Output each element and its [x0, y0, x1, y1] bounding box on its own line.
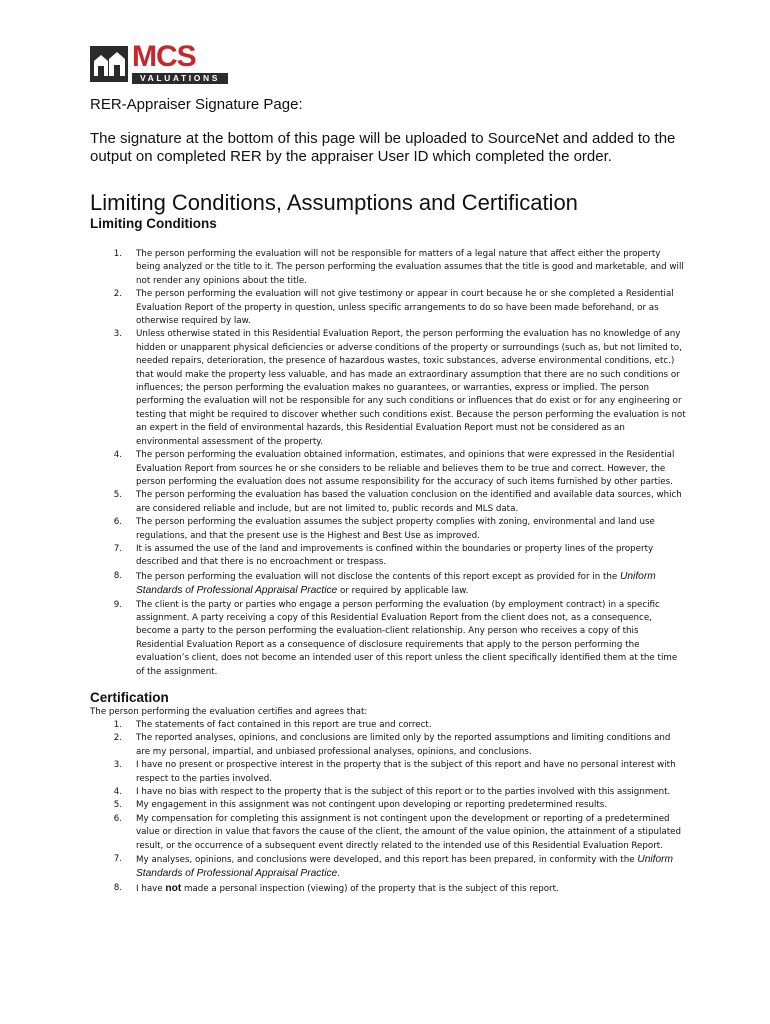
house-logo-icon [90, 46, 128, 82]
limiting-conditions-list [108, 248, 686, 679]
item-text: The person performing the evaluation will not disclose the contents of this report except as provided for in the [136, 571, 621, 582]
uspap-reference: Uniform Standards of Professional Appraisal Practice [136, 854, 674, 880]
item-number: 5. [113, 490, 122, 501]
item-number: 1. [113, 720, 122, 730]
item-text: The person performing the evaluation assumes the subject property complies with zoning, environmental and land use regulations, and that the present use is the Highest and Best Use as improved. [136, 517, 655, 541]
company-logo [90, 40, 230, 83]
logo-brand-text: MCS [132, 40, 196, 73]
certification-intro: The person performing the evaluation certifies and agrees that: [90, 707, 368, 717]
item-number: 5. [113, 800, 122, 811]
list-item [108, 799, 686, 812]
item-number: 7. [113, 543, 122, 554]
item-number: 3. [113, 329, 122, 340]
item-text: The person performing the evaluation will not give testimony or appear in court because he or she completed a Residential Evaluation Report of the property in question, unless specific arrangements to do so have been made beforehand, or as otherwise required by law. [136, 289, 674, 327]
item-text: The person performing the evaluation has based the valuation conclusion on the identified and available data sources, which are considered reliable and include, but are not limited to, public records and MLS data. [136, 490, 682, 514]
item-number: 6. [113, 517, 122, 528]
item-text: I have no present or prospective interest in the property that is the subject of this report and have no personal interest with respect to the parties involved. [136, 760, 676, 784]
page-title: Limiting Conditions, Assumptions and Certification [90, 190, 578, 215]
uspap-reference: Uniform Standards of Professional Appraisal Practice [136, 570, 656, 597]
list-item [108, 786, 686, 799]
item-number: 8. [113, 882, 122, 893]
item-text: It is assumed the use of the land and improvements is confined within the boundaries or property lines of the property described and that there is no encroachment or trespass. [136, 543, 654, 568]
list-item [108, 489, 686, 516]
limiting-conditions-heading: Limiting Conditions [90, 216, 217, 231]
certification-list [108, 719, 686, 896]
certification-heading: Certification [90, 690, 169, 705]
list-item [108, 813, 686, 853]
item-number: 3. [113, 760, 122, 771]
item-text-suffix: or required by applicable law. [337, 586, 469, 597]
list-item [108, 882, 686, 896]
intro-paragraph: The signature at the bottom of this page will be uploaded to SourceNet and added to the output on completed RER by the appraiser User ID which completed the order. [90, 130, 676, 165]
item-number: 6. [113, 813, 122, 824]
item-text: Unless otherwise stated in this Residential Evaluation Report, the person performing the evaluation has no knowledge of any hidden or unapparent physical deficiencies or adverse conditions of the property or surroundings (such as, but not limited to, needed repairs, deterioration, the presence of hazardous wastes, toxic substances, adverse environmental conditions, etc.) that would make the property less valuable, and has made an extraordinary assumption that there are no such conditions or influences; the person performing the evaluation makes no guarantees, or warranties, express or implied. The person performing the evaluation will not be responsible for any such conditions or influences that do exist or for any engineering or testing that might be required to discover whether such conditions exist. Because the person performing the evaluation is not an expert in the field of environmental hazards, this Residential Evaluation Report must not be considered as an environmental assessment of the property. [136, 329, 686, 447]
list-item [108, 732, 686, 759]
item-number: 4. [113, 787, 122, 798]
list-item [108, 759, 686, 786]
list-item [108, 543, 686, 570]
list-item [108, 570, 686, 599]
item-text: My analyses, opinions, and conclusions were developed, and this report has been prepared, in conformity with the [136, 855, 638, 866]
item-text: The reported analyses, opinions, and conclusions are limited only by the reported assumptions and limiting conditions and are my personal, impartial, and unbiased professional analyses, opinions, and conclusions. [136, 733, 671, 757]
signature-page-subheading: RER-Appraiser Signature Page: [90, 96, 303, 113]
emphasis-not: not [165, 882, 182, 894]
item-text: The statements of fact contained in this report are true and correct. [136, 720, 432, 730]
list-item [108, 449, 686, 489]
item-text: The person performing the evaluation obtained information, estimates, and opinions that were expressed in the Residential Evaluation Report from sources he or she considers to be reliable and believes them to be true and correct. However, the person performing the evaluation does not assume responsibility for the accuracy of such items furnished by other parties. [136, 450, 675, 487]
item-text: The client is the party or parties who engage a person performing the evaluation (by employment contract) in a specific assignment. A party receiving a copy of this Residential Evaluation Report from the client does not, as a consequence, become a party to the person performing the evaluation-client relationship. Any person who receives a copy of this Residential Evaluation Report as a consequence of disclosure requirements that apply to the person performing the evaluation’s client, does not become an intended user of this report unless the client specifically identified them at the time of the assignment. [136, 599, 678, 677]
list-item [108, 328, 686, 449]
item-number: 4. [113, 450, 122, 461]
item-text: I have no bias with respect to the property that is the subject of this report or to the parties involved with this assignment. [136, 787, 671, 798]
logo-tagline: VALUATIONS [132, 73, 228, 84]
item-number: 9. [113, 599, 122, 610]
item-number: 8. [113, 570, 122, 581]
list-item [108, 599, 686, 679]
item-number: 2. [113, 289, 122, 300]
list-item [108, 516, 686, 543]
item-number: 7. [113, 854, 122, 865]
list-item [108, 248, 686, 288]
item-text-suffix: made a personal inspection (viewing) of the property that is the subject of this report. [181, 883, 559, 894]
item-text-suffix: . [337, 869, 340, 880]
item-text: My engagement in this assignment was not contingent upon developing or reporting predetermined results. [136, 800, 608, 811]
item-text: I have [136, 883, 166, 894]
item-text: The person performing the evaluation will not be responsible for matters of a legal nature that affect either the property being analyzed or the title to it. The person performing the evaluation assumes that the title is good and marketable, and will not render any opinions about the title. [136, 249, 684, 286]
item-number: 1. [113, 249, 122, 259]
list-item [108, 719, 686, 732]
list-item [108, 288, 686, 328]
item-text: My compensation for completing this assignment is not contingent upon the development or reporting of a predetermined value or direction in value that favors the cause of the client, the amount of the value opinion, the attainment of a stipulated result, or the occurrence of a subsequent event directly related to the intended use of this Residential Evaluation Report. [136, 813, 681, 851]
list-item [108, 853, 686, 882]
item-number: 2. [113, 733, 122, 744]
